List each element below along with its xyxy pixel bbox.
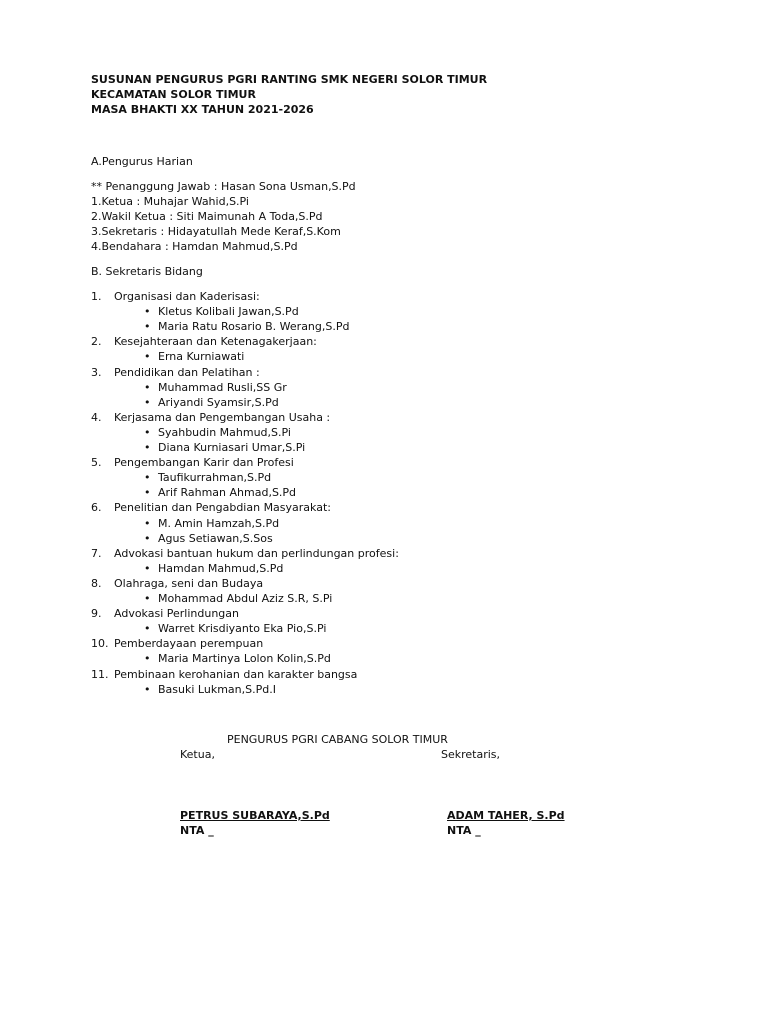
bullet-icon: • [144, 562, 151, 575]
chair-name: PETRUS SUBARAYA,S.Pd [180, 809, 330, 822]
member-name: Muhammad Rusli,SS Gr [158, 381, 287, 394]
officer-line: 3.Sekretaris : Hidayatullah Mede Keraf,S.Kom [91, 225, 341, 238]
list-item-number: 8. [91, 577, 102, 590]
bullet-icon: • [144, 381, 151, 394]
bullet-icon: • [144, 532, 151, 545]
member-name: Erna Kurniawati [158, 350, 245, 363]
signature-heading: PENGURUS PGRI CABANG SOLOR TIMUR [227, 733, 448, 746]
field-title: Pengembangan Karir dan Profesi [114, 456, 294, 469]
field-title: Advokasi Perlindungan [114, 607, 239, 620]
member-name: Warret Krisdiyanto Eka Pio,S.Pi [158, 622, 327, 635]
section-b-heading: B. Sekretaris Bidang [91, 265, 203, 278]
field-title: Pendidikan dan Pelatihan : [114, 366, 260, 379]
member-name: Syahbudin Mahmud,S.Pi [158, 426, 291, 439]
bullet-icon: • [144, 592, 151, 605]
list-item-number: 5. [91, 456, 102, 469]
member-name: Diana Kurniasari Umar,S.Pi [158, 441, 306, 454]
officer-line: 4.Bendahara : Hamdan Mahmud,S.Pd [91, 240, 298, 253]
member-name: Maria Ratu Rosario B. Werang,S.Pd [158, 320, 350, 333]
bullet-icon: • [144, 471, 151, 484]
responsible-person-line: ** Penanggung Jawab : Hasan Sona Usman,S.Pd [91, 180, 356, 193]
field-title: Kesejahteraan dan Ketenagakerjaan: [114, 335, 317, 348]
bullet-icon: • [144, 441, 151, 454]
field-title: Kerjasama dan Pengembangan Usaha : [114, 411, 331, 424]
bullet-icon: • [144, 426, 151, 439]
list-item-number: 6. [91, 501, 102, 514]
field-title: Olahraga, seni dan Budaya [114, 577, 264, 590]
officer-line: 1.Ketua : Muhajar Wahid,S.Pi [91, 195, 249, 208]
bullet-icon: • [144, 683, 151, 696]
member-name: Taufikurrahman,S.Pd [158, 471, 272, 484]
officer-line: 2.Wakil Ketua : Siti Maimunah A Toda,S.Pd [91, 210, 323, 223]
member-name: Kletus Kolibali Jawan,S.Pd [158, 305, 299, 318]
bullet-icon: • [144, 396, 151, 409]
member-name: Agus Setiawan,S.Sos [158, 532, 273, 545]
member-name: Maria Martinya Lolon Kolin,S.Pd [158, 652, 331, 665]
field-title: Organisasi dan Kaderisasi: [114, 290, 260, 303]
member-name: Hamdan Mahmud,S.Pd [158, 562, 284, 575]
bullet-icon: • [144, 350, 151, 363]
member-name: Arif Rahman Ahmad,S.Pd [158, 486, 297, 499]
field-title: Penelitian dan Pengabdian Masyarakat: [114, 501, 331, 514]
chair-nta: NTA _ [180, 824, 214, 837]
list-item-number: 11. [91, 668, 109, 681]
member-name: Basuki Lukman,S.Pd.I [158, 683, 276, 696]
doc-title-line-3: MASA BHAKTI XX TAHUN 2021-2026 [91, 103, 314, 116]
field-title: Advokasi bantuan hukum dan perlindungan profesi: [114, 547, 399, 560]
field-title: Pemberdayaan perempuan [114, 637, 264, 650]
secretary-role-label: Sekretaris, [441, 748, 501, 761]
list-item-number: 9. [91, 607, 102, 620]
member-name: Ariyandi Syamsir,S.Pd [158, 396, 279, 409]
bullet-icon: • [144, 486, 151, 499]
member-name: Mohammad Abdul Aziz S.R, S.Pi [158, 592, 333, 605]
member-name: M. Amin Hamzah,S.Pd [158, 517, 280, 530]
secretary-name: ADAM TAHER, S.Pd [447, 809, 565, 822]
list-item-number: 3. [91, 366, 102, 379]
list-item-number: 2. [91, 335, 102, 348]
chair-role-label: Ketua, [180, 748, 215, 761]
bullet-icon: • [144, 652, 151, 665]
list-item-number: 10. [91, 637, 109, 650]
field-title: Pembinaan kerohanian dan karakter bangsa [114, 668, 358, 681]
list-item-number: 4. [91, 411, 102, 424]
bullet-icon: • [144, 622, 151, 635]
list-item-number: 1. [91, 290, 102, 303]
secretary-nta: NTA _ [447, 824, 481, 837]
bullet-icon: • [144, 517, 151, 530]
list-item-number: 7. [91, 547, 102, 560]
bullet-icon: • [144, 305, 151, 318]
bullet-icon: • [144, 320, 151, 333]
doc-title-line-1: SUSUNAN PENGURUS PGRI RANTING SMK NEGERI SOLOR TIMUR [91, 73, 488, 86]
doc-title-line-2: KECAMATAN SOLOR TIMUR [91, 88, 256, 101]
section-a-heading: A.Pengurus Harian [91, 155, 193, 168]
